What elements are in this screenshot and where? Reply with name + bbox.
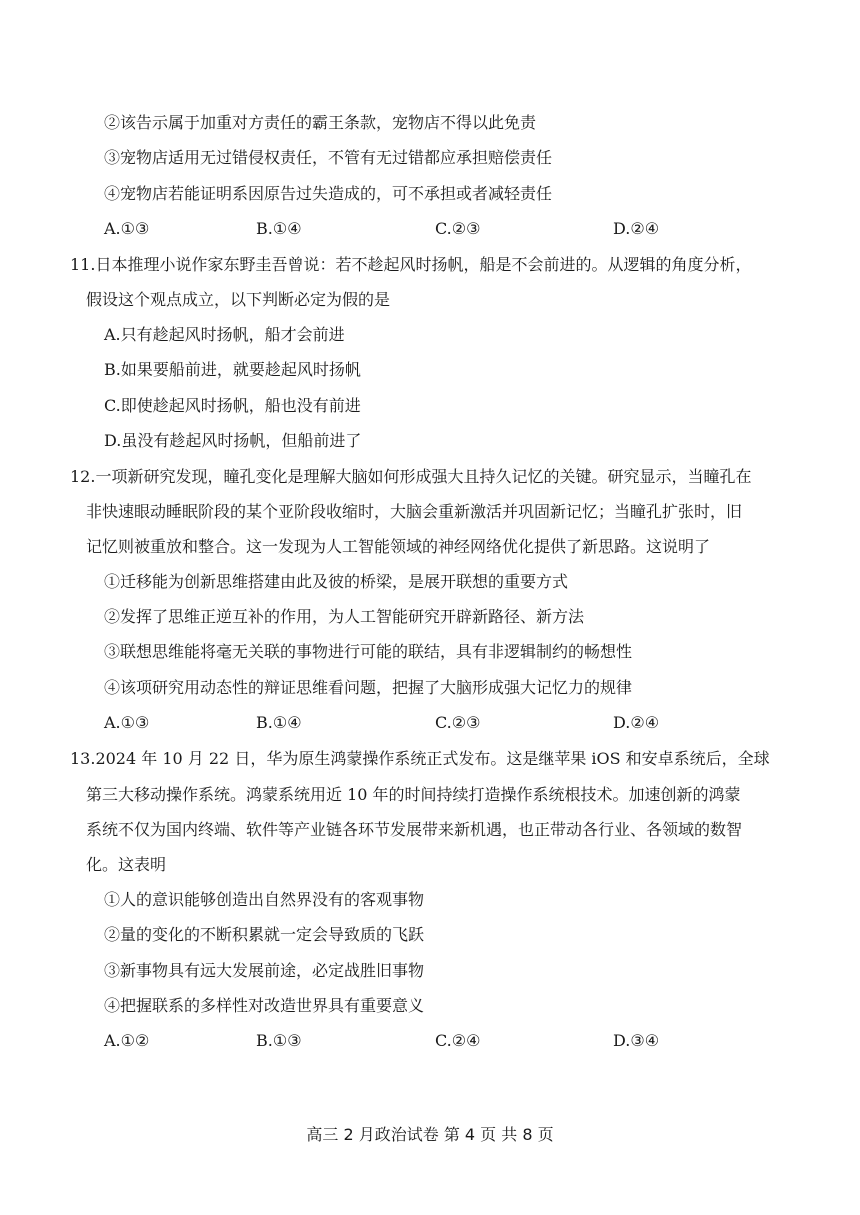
q12-option-b: B.①④ (256, 713, 302, 732)
q12-option-c: C.②③ (435, 713, 481, 732)
q10-option-b: B.①④ (256, 219, 302, 238)
q12-item-1: ①迁移能为创新思维搭建由此及彼的桥梁，是展开联想的重要方式 (104, 572, 569, 591)
q13-stem-line-3: 系统不仅为国内终端、软件等产业链各环节发展带来新机遇，也正带动各行业、各领域的数智 (86, 820, 743, 839)
q12-item-3: ③联想思维能将毫无关联的事物进行可能的联结，具有非逻辑制约的畅想性 (104, 642, 633, 661)
q11-option-d: D.虽没有趁起风时扬帆，但船前进了 (104, 431, 362, 450)
q13-option-c: C.②④ (435, 1031, 481, 1050)
q13-stem-line-1: 13.2024 年 10 月 22 日，华为原生鸿蒙操作系统正式发布。这是继苹果 iOS 和安卓系统后，全球 (70, 749, 770, 768)
q13-option-d: D.③④ (613, 1031, 660, 1050)
q13-stem-line-4: 化。这表明 (86, 855, 167, 874)
q13-item-1: ①人的意识能够创造出自然界没有的客观事物 (104, 890, 425, 909)
q13-option-a: A.①② (104, 1031, 150, 1050)
q12-option-d: D.②④ (613, 713, 660, 732)
q11-stem-line-2: 假设这个观点成立，以下判断必定为假的是 (86, 290, 391, 309)
q12-item-2: ②发挥了思维正逆互补的作用，为人工智能研究开辟新路径、新方法 (104, 607, 585, 626)
q10-item-3: ③宠物店适用无过错侵权责任，不管有无过错都应承担赔偿责任 (104, 148, 553, 167)
q12-item-4: ④该项研究用动态性的辩证思维看问题，把握了大脑形成强大记忆力的规律 (104, 678, 633, 697)
q10-option-a: A.①③ (104, 219, 150, 238)
q10-item-4: ④宠物店若能证明系因原告过失造成的，可不承担或者减轻责任 (104, 184, 553, 203)
q13-item-2: ②量的变化的不断积累就一定会导致质的飞跃 (104, 925, 425, 944)
q10-item-2: ②该告示属于加重对方责任的霸王条款，宠物店不得以此免责 (104, 113, 537, 132)
q12-stem-line-2: 非快速眼动睡眠阶段的某个亚阶段收缩时，大脑会重新激活并巩固新记忆；当瞳孔扩张时，旧 (86, 502, 743, 521)
q12-stem-line-3: 记忆则被重放和整合。这一发现为人工智能领域的神经网络优化提供了新思路。这说明了 (86, 537, 711, 556)
q10-option-c: C.②③ (435, 219, 481, 238)
q11-stem-line-1: 11.日本推理小说作家东野圭吾曾说：若不趁起风时扬帆，船是不会前进的。从逻辑的角度分析， (70, 255, 752, 274)
page-footer: 高三 2 月政治试卷 第 4 页 共 8 页 (306, 1125, 554, 1144)
q11-option-b: B.如果要船前进，就要趁起风时扬帆 (104, 360, 361, 379)
q11-option-a: A.只有趁起风时扬帆，船才会前进 (104, 325, 345, 344)
q13-stem-line-2: 第三大移动操作系统。鸿蒙系统用近 10 年的时间持续打造操作系统根技术。加速创新的鸿蒙 (86, 785, 741, 804)
q12-option-a: A.①③ (104, 713, 150, 732)
q12-stem-line-1: 12.一项新研究发现，瞳孔变化是理解大脑如何形成强大且持久记忆的关键。研究显示，当瞳孔在 (70, 467, 752, 486)
q13-option-b: B.①③ (256, 1031, 302, 1050)
q10-option-d: D.②④ (613, 219, 660, 238)
q13-item-3: ③新事物具有远大发展前途，必定战胜旧事物 (104, 961, 425, 980)
q11-option-c: C.即使趁起风时扬帆，船也没有前进 (104, 396, 361, 415)
q13-item-4: ④把握联系的多样性对改造世界具有重要意义 (104, 996, 425, 1015)
